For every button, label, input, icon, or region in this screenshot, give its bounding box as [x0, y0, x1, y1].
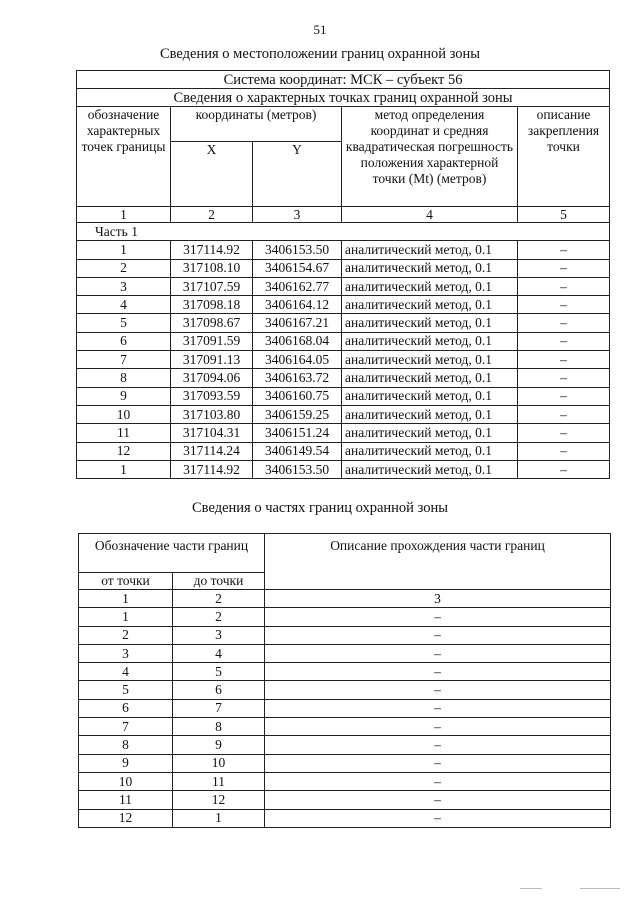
method-cell: аналитический метод, 0.1 — [342, 369, 518, 387]
table-row — [79, 681, 611, 699]
y-coordinate: 3406160.75 — [253, 387, 342, 405]
part-row — [77, 223, 610, 241]
table-row — [77, 405, 610, 423]
to-point: 12 — [173, 791, 265, 809]
from-point: 12 — [79, 809, 173, 827]
to-point: 1 — [173, 809, 265, 827]
fixing-cell: – — [518, 296, 610, 314]
parts-column-numbers-row — [79, 590, 611, 608]
from-point: 7 — [79, 718, 173, 736]
description-cell: – — [265, 663, 611, 681]
fixing-cell: – — [518, 405, 610, 423]
point-number: 3 — [77, 277, 171, 295]
description-cell: – — [265, 791, 611, 809]
y-coordinate: 3406167.21 — [253, 314, 342, 332]
to-point: 8 — [173, 718, 265, 736]
fixing-cell: – — [518, 369, 610, 387]
from-point: 8 — [79, 736, 173, 754]
y-coordinate: 3406163.72 — [253, 369, 342, 387]
fixing-cell: – — [518, 387, 610, 405]
to-point: 4 — [173, 644, 265, 662]
description-cell: – — [265, 644, 611, 662]
table-row — [77, 241, 610, 259]
page-number: 51 — [313, 22, 327, 37]
x-coordinate: 317104.31 — [171, 424, 253, 442]
table-row — [79, 626, 611, 644]
point-number: 11 — [77, 424, 171, 442]
method-cell: аналитический метод, 0.1 — [342, 405, 518, 423]
parts-header-row — [79, 534, 611, 573]
point-number: 9 — [77, 387, 171, 405]
table-row — [77, 424, 610, 442]
table-row — [79, 644, 611, 662]
column-number: 3 — [253, 207, 342, 223]
from-point: 3 — [79, 644, 173, 662]
subtitle-row — [77, 89, 610, 107]
coordinate-system: Система координат: МСК – субъект 56 — [77, 71, 610, 89]
y-coordinate: 3406151.24 — [253, 424, 342, 442]
method-cell: аналитический метод, 0.1 — [342, 424, 518, 442]
point-number: 2 — [77, 259, 171, 277]
header-coordinates: координаты (метров) — [171, 107, 342, 142]
method-cell: аналитический метод, 0.1 — [342, 332, 518, 350]
method-cell: аналитический метод, 0.1 — [342, 314, 518, 332]
part-label: Часть 1 — [77, 223, 610, 241]
to-point: 7 — [173, 699, 265, 717]
table-row — [79, 718, 611, 736]
x-coordinate: 317098.67 — [171, 314, 253, 332]
table-row — [79, 699, 611, 717]
to-point: 5 — [173, 663, 265, 681]
table-row — [79, 772, 611, 790]
header-description: Описание прохождения части границ — [265, 534, 611, 590]
title-boundary-parts: Сведения о частях границ охранной зоны — [192, 500, 448, 516]
header-to-point: до точки — [173, 573, 265, 590]
y-coordinate: 3406149.54 — [253, 442, 342, 460]
x-coordinate: 317103.80 — [171, 405, 253, 423]
method-cell: аналитический метод, 0.1 — [342, 241, 518, 259]
header-fixing: описание закрепления точки — [518, 107, 610, 207]
column-number: 5 — [518, 207, 610, 223]
to-point: 11 — [173, 772, 265, 790]
point-number: 1 — [77, 241, 171, 259]
method-cell: аналитический метод, 0.1 — [342, 442, 518, 460]
table-row — [77, 369, 610, 387]
description-cell: – — [265, 681, 611, 699]
table-row — [77, 460, 610, 478]
table-row — [79, 608, 611, 626]
x-coordinate: 317098.18 — [171, 296, 253, 314]
table-row — [79, 791, 611, 809]
y-coordinate: 3406164.12 — [253, 296, 342, 314]
point-number: 8 — [77, 369, 171, 387]
point-number: 5 — [77, 314, 171, 332]
method-cell: аналитический метод, 0.1 — [342, 351, 518, 369]
table-row — [77, 442, 610, 460]
method-cell: аналитический метод, 0.1 — [342, 460, 518, 478]
y-coordinate: 3406162.77 — [253, 277, 342, 295]
header-y: Y — [253, 142, 342, 207]
table-row — [79, 736, 611, 754]
to-point: 2 — [173, 608, 265, 626]
description-cell: – — [265, 736, 611, 754]
table-row — [77, 259, 610, 277]
title-boundary-location: Сведения о местоположении границ охранной зоны — [159, 46, 480, 62]
description-cell: – — [265, 699, 611, 717]
header-method: метод определения координат и средняя квадратическая погрешность положения характерной точки (Mt) (метров) — [342, 107, 518, 207]
header-x: X — [171, 142, 253, 207]
from-point: 1 — [79, 608, 173, 626]
table-row — [77, 277, 610, 295]
from-point: 2 — [79, 626, 173, 644]
fixing-cell: – — [518, 351, 610, 369]
description-cell: – — [265, 809, 611, 827]
x-coordinate: 317094.06 — [171, 369, 253, 387]
fixing-cell: – — [518, 332, 610, 350]
y-coordinate: 3406153.50 — [253, 241, 342, 259]
fixing-cell: – — [518, 460, 610, 478]
table-row — [77, 387, 610, 405]
header-row — [77, 107, 610, 142]
from-point: 4 — [79, 663, 173, 681]
method-cell: аналитический метод, 0.1 — [342, 387, 518, 405]
column-number: 4 — [342, 207, 518, 223]
boundary-parts-table — [78, 533, 611, 828]
fixing-cell: – — [518, 259, 610, 277]
table-row — [79, 754, 611, 772]
to-point: 6 — [173, 681, 265, 699]
x-coordinate: 317114.92 — [171, 241, 253, 259]
header-point-designation: обозначение характерных точек границы — [77, 107, 171, 207]
method-cell: аналитический метод, 0.1 — [342, 296, 518, 314]
table-row — [77, 314, 610, 332]
table-row — [77, 351, 610, 369]
table-row — [79, 809, 611, 827]
x-coordinate: 317114.24 — [171, 442, 253, 460]
column-number: 3 — [265, 590, 611, 608]
points-subtitle: Сведения о характерных точках границ охранной зоны — [77, 89, 610, 107]
column-number: 1 — [79, 590, 173, 608]
x-coordinate: 317114.92 — [171, 460, 253, 478]
point-number: 6 — [77, 332, 171, 350]
to-point: 9 — [173, 736, 265, 754]
from-point: 11 — [79, 791, 173, 809]
description-cell: – — [265, 608, 611, 626]
point-number: 7 — [77, 351, 171, 369]
point-number: 1 — [77, 460, 171, 478]
fixing-cell: – — [518, 277, 610, 295]
column-number: 1 — [77, 207, 171, 223]
column-number: 2 — [171, 207, 253, 223]
method-cell: аналитический метод, 0.1 — [342, 277, 518, 295]
system-row — [77, 71, 610, 89]
from-point: 6 — [79, 699, 173, 717]
x-coordinate: 317108.10 — [171, 259, 253, 277]
table-row — [77, 332, 610, 350]
column-number: 2 — [173, 590, 265, 608]
y-coordinate: 3406168.04 — [253, 332, 342, 350]
scan-marks — [520, 888, 620, 894]
point-number: 4 — [77, 296, 171, 314]
x-coordinate: 317093.59 — [171, 387, 253, 405]
from-point: 9 — [79, 754, 173, 772]
x-coordinate: 317091.13 — [171, 351, 253, 369]
to-point: 3 — [173, 626, 265, 644]
table-row — [77, 296, 610, 314]
y-coordinate: 3406154.67 — [253, 259, 342, 277]
header-part-designation: Обозначение части границ — [79, 534, 265, 573]
from-point: 10 — [79, 772, 173, 790]
to-point: 10 — [173, 754, 265, 772]
y-coordinate: 3406159.25 — [253, 405, 342, 423]
header-from-point: от точки — [79, 573, 173, 590]
boundary-points-table — [76, 70, 610, 479]
description-cell: – — [265, 754, 611, 772]
description-cell: – — [265, 718, 611, 736]
fixing-cell: – — [518, 424, 610, 442]
description-cell: – — [265, 626, 611, 644]
fixing-cell: – — [518, 442, 610, 460]
y-coordinate: 3406153.50 — [253, 460, 342, 478]
point-number: 12 — [77, 442, 171, 460]
fixing-cell: – — [518, 241, 610, 259]
method-cell: аналитический метод, 0.1 — [342, 259, 518, 277]
x-coordinate: 317091.59 — [171, 332, 253, 350]
table-row — [79, 663, 611, 681]
x-coordinate: 317107.59 — [171, 277, 253, 295]
column-numbers-row — [77, 207, 610, 223]
fixing-cell: – — [518, 314, 610, 332]
from-point: 5 — [79, 681, 173, 699]
y-coordinate: 3406164.05 — [253, 351, 342, 369]
point-number: 10 — [77, 405, 171, 423]
description-cell: – — [265, 772, 611, 790]
